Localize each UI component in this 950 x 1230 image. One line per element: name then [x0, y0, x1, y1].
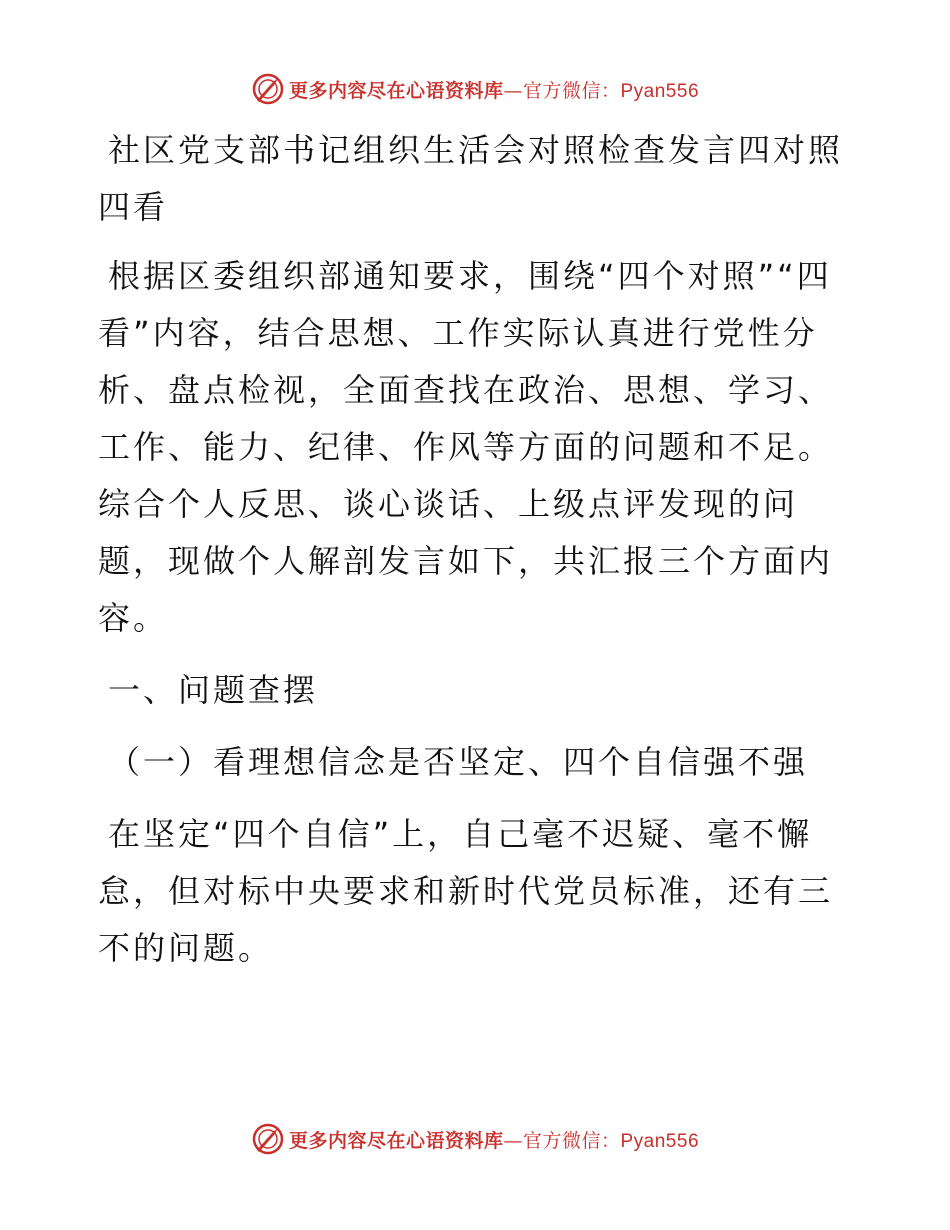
- header-wechat-label: 官方微信：: [522, 79, 621, 102]
- footer-site-text: 更多内容尽在心语资料库: [288, 1129, 504, 1152]
- intro-paragraph: 根据区委组织部通知要求，围绕“四个对照”“四看”内容，结合思想、工作实际认真进行党性分析、盘点检视，全面查找在政治、思想、学习、工作、能力、纪律、作风等方面的问题和不足。综合个人反思、谈心谈话、上级点评发现的问题，现做个人解剖发言如下，共汇报三个方面内容。: [98, 257, 834, 637]
- document-title: 社区党支部书记组织生活会对照检查发言四对照四看: [98, 131, 844, 226]
- section-heading-1: 一、问题查摆: [108, 671, 319, 709]
- footer-banner-text: [289, 1126, 699, 1153]
- pen-logo-icon: [251, 72, 285, 106]
- footer-wechat-label: 官方微信：: [522, 1129, 621, 1152]
- document-body: [98, 122, 858, 992]
- header-site-text: 更多内容尽在心语资料库: [288, 79, 504, 102]
- footer-wechat-handle: Pyan556: [620, 1130, 700, 1152]
- header-separator: —: [503, 79, 523, 102]
- header-banner: [0, 72, 950, 106]
- header-wechat-handle: Pyan556: [620, 80, 700, 102]
- subsection-1-paragraph: 在坚定“四个自信”上，自己毫不迟疑、毫不懈怠，但对标中央要求和新时代党员标准，还有三不的问题。: [98, 815, 834, 967]
- subsection-heading-1: （一）看理想信念是否坚定、四个自信强不强: [108, 743, 809, 781]
- footer-separator: —: [503, 1129, 523, 1152]
- footer-banner: [0, 1122, 950, 1156]
- header-banner-text: [289, 76, 699, 103]
- pen-logo-icon: [251, 1122, 285, 1156]
